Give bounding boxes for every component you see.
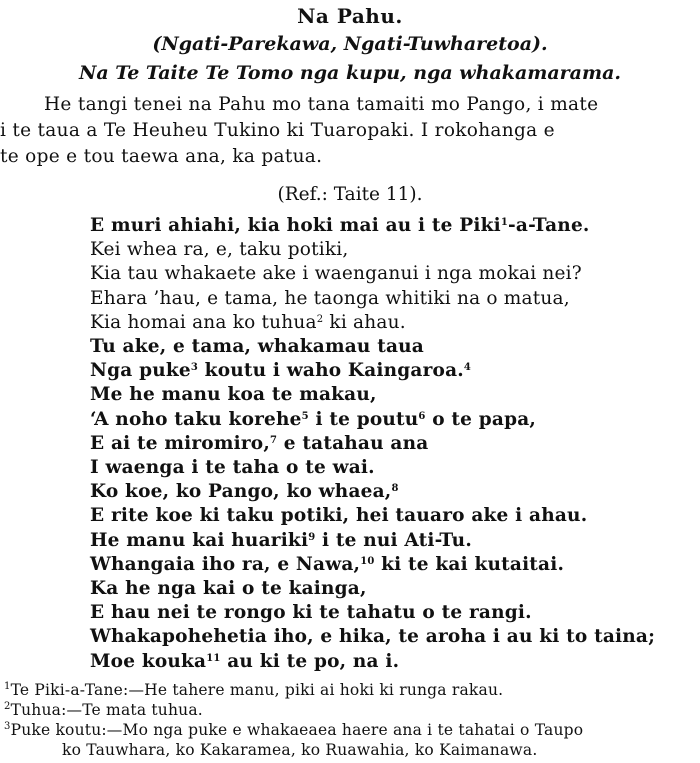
poem-text: He manu kai huariki <box>90 529 309 551</box>
footnote-number: 1 <box>4 681 11 692</box>
footnote-marker: 2 <box>316 313 324 325</box>
footnotes <box>4 680 696 760</box>
intro-line: i te taua a Te Heuheu Tukino ki Tuaropaki. I rokohanga e <box>0 120 555 141</box>
poem-text: Me he manu koa te makau, <box>90 384 377 406</box>
footnote <box>4 680 696 700</box>
poem-text: o te papa, <box>425 408 537 430</box>
footnote-marker: 5 <box>301 410 309 422</box>
poem-text: E rite koe ki taku potiki, hei tauaro ake i ahau. <box>90 505 588 527</box>
footnote-number: 2 <box>4 701 11 712</box>
footnote <box>4 700 696 720</box>
poem-text: Ko koe, ko Pango, ko whaea, <box>90 481 392 503</box>
poem-line <box>90 287 690 311</box>
poem-line <box>90 432 690 456</box>
footnote-text: Puke koutu:—Mo nga puke e whakaeaea haere ana i te tahatai o Taupo <box>10 721 584 739</box>
poem-line <box>90 504 690 528</box>
poem-text: E muri ahiahi, kia hoki mai au i te Piki <box>90 215 501 236</box>
poem-text: Tu ake, e tama, whakamau taua <box>90 336 424 358</box>
poem-text: ‘A noho taku korehe <box>90 408 302 430</box>
poem-text: ki ahau. <box>323 311 406 333</box>
poem-line <box>90 214 690 238</box>
footnote-marker: 4 <box>463 362 472 374</box>
poem-line <box>90 383 690 407</box>
page-title: Na Pahu. <box>297 4 403 28</box>
poem-line <box>90 529 690 553</box>
poem-line <box>90 359 690 383</box>
poem-text: -a-Tane. <box>508 215 590 236</box>
poem-text: E ai te miromiro, <box>90 432 270 454</box>
poem-text: Ehara ’hau, e tama, he taonga whitiki na o matua, <box>90 287 570 309</box>
poem-text: ki te kai kutaitai. <box>374 553 565 575</box>
footnote-marker: 10 <box>360 555 375 567</box>
poem-text: i te poutu <box>308 408 419 430</box>
poem-line <box>90 335 690 359</box>
poem-text: i te nui Ati-Tu. <box>315 529 472 551</box>
intro-line: He tangi tenei na Pahu mo tana tamaiti mo Pango, i mate <box>44 94 599 115</box>
poem-line <box>90 311 690 335</box>
poem-text: Ka he nga kai o te kainga, <box>90 578 367 600</box>
poem-text: au ki te po, na i. <box>220 650 400 672</box>
footnote-marker: 8 <box>391 483 399 495</box>
tribes-subtitle: (Ngati-Parekawa, Ngati-Tuwharetoa). <box>152 33 548 55</box>
poem-line <box>90 238 690 262</box>
footnote <box>4 720 696 740</box>
footnote-marker: 11 <box>206 652 221 664</box>
footnote-text: Te Piki-a-Tane:—He tahere manu, piki ai hoki ki runga rakau. <box>10 681 504 699</box>
footnote-continuation: ko Tauwhara, ko Kakaramea, ko Ruawahia, ko Kaimanawa. <box>62 741 538 759</box>
poem-text: Kia homai ana ko tuhua <box>90 311 317 333</box>
footnote-marker: 7 <box>269 434 278 446</box>
poem-line <box>90 456 690 480</box>
poem-text: Kei whea ra, e, taku potiki, <box>90 239 349 261</box>
footnote-marker: 1 <box>500 217 509 228</box>
intro-paragraph <box>0 92 684 170</box>
poem-line <box>90 601 690 625</box>
poem-text: e tatahau ana <box>277 432 429 454</box>
poem-line <box>90 553 690 577</box>
poem-line <box>90 408 690 432</box>
poem-text: E hau nei te rongo ki te tahatu o te rangi. <box>90 602 532 624</box>
footnote-marker: 9 <box>308 531 316 543</box>
footnote-marker: 3 <box>190 362 199 374</box>
intro-line: te ope e tou taewa ana, ka patua. <box>0 146 323 167</box>
poem-text: Whangaia iho ra, e Nawa, <box>90 553 361 575</box>
poem-line <box>90 480 690 504</box>
byline: Na Te Taite Te Tomo nga kupu, nga whakamarama. <box>78 62 622 84</box>
poem-body <box>90 214 690 674</box>
poem-text: Moe kouka <box>90 650 207 672</box>
footnote-text: Tuhua:—Te mata tuhua. <box>10 701 203 719</box>
poem-text: I waenga i te taha o te wai. <box>90 457 375 479</box>
poem-line <box>90 625 690 649</box>
poem-line <box>90 650 690 674</box>
poem-text: Whakapohehetia iho, e hika, te aroha i au ki to taina; <box>90 626 656 648</box>
poem-text: Kia tau whakaete ake i waenganui i nga mokai nei? <box>90 263 582 285</box>
poem-text: Nga puke <box>90 360 191 382</box>
poem-line <box>90 262 690 286</box>
footnote-marker: 6 <box>418 410 426 422</box>
poem-line <box>90 577 690 601</box>
footnote-number: 3 <box>4 721 11 732</box>
reference-note: (Ref.: Taite 11). <box>277 184 423 205</box>
poem-text: koutu i waho Kaingaroa. <box>198 360 464 382</box>
